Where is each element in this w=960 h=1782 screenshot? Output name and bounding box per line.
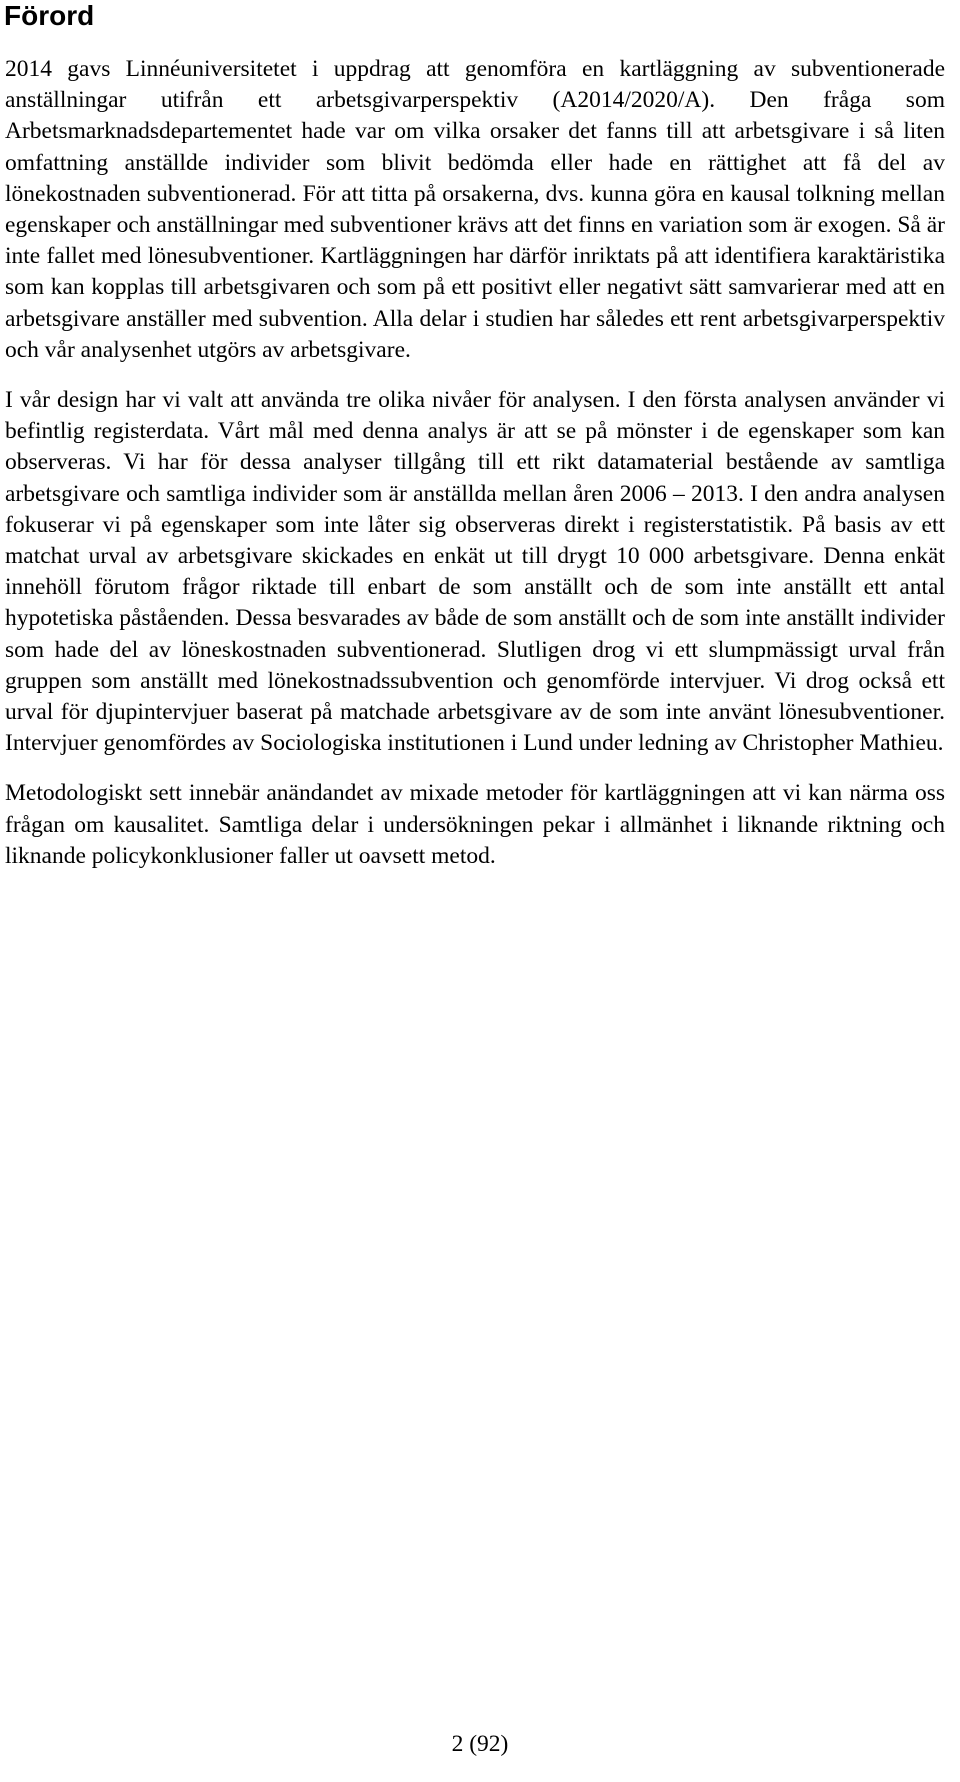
page-heading: Förord <box>4 0 95 31</box>
paragraph-intro: 2014 gavs Linnéuniversitetet i uppdrag att genomföra en kartläggning av subventionerade anställningar utifrån ett arbetsgivarperspektiv (A2014/2020/A). Den fråga som Arbetsmarknadsdepartementet hade var om vilka orsaker det fanns till att arbetsgivare i så liten omfattning anställde individer som blivit bedömda eller hade en rättighet att få del av lönekostnaden subventionerad. För att titta på orsakerna, dvs. kunna göra en kausal tolkning mellan egenskaper och anställningar med subventioner krävs att det finns en variation som är exogen. Så är inte fallet med lönesubventioner. Kartläggningen har därför inriktats på att identifiera karaktäristika som kan kopplas till arbetsgivaren och som på ett positivt eller negativt sätt samvarierar med att en arbetsgivare anställer med subvention. Alla delar i studien har således ett rent arbetsgivarperspektiv och vår analysenhet utgörs av arbetsgivare. <box>5 56 945 363</box>
body-text <box>5 54 945 891</box>
paragraph-design: I vår design har vi valt att använda tre olika nivåer för analysen. I den första analysen använder vi befintlig registerdata. Vårt mål med denna analys är att se på mönster i de egenskaper som kan observeras. Vi har för dessa analyser tillgång till ett rikt datamaterial bestående av samtliga arbetsgivare och samtliga individer som är anställda mellan åren 2006 – 2013. I den andra analysen fokuserar vi på egenskaper som inte låter sig observeras direkt i registerstatistik. På basis av ett matchat urval av arbetsgivare skickades en enkät ut till drygt 10 000 arbetsgivare. Denna enkät innehöll förutom frågor riktade till enbart de som anställt och de som inte anställt ett antal hypotetiska påståenden. Dessa besvarades av både de som anställt och de som inte anställt individer som hade del av löneskostnaden subventionerad. Slutligen drog vi ett slumpmässigt urval från gruppen som anställt med lönekostnadssubvention och genomförde intervjuer. Vi drog också ett urval för djupintervjuer baserat på matchade arbetsgivare av de som inte använt lönesubventioner. Intervjuer genomfördes av Sociologiska institutionen i Lund under ledning av Christopher Mathieu. <box>5 387 945 757</box>
paragraph-methodology: Metodologiskt sett innebär anändandet av mixade metoder för kartläggningen att vi kan närma oss frågan om kausalitet. Samtliga delar i undersökningen pekar i allmänhet i liknande riktning och liknande policykonklusioner faller ut oavsett metod. <box>5 780 945 869</box>
page-number: 2 (92) <box>451 1731 509 1757</box>
